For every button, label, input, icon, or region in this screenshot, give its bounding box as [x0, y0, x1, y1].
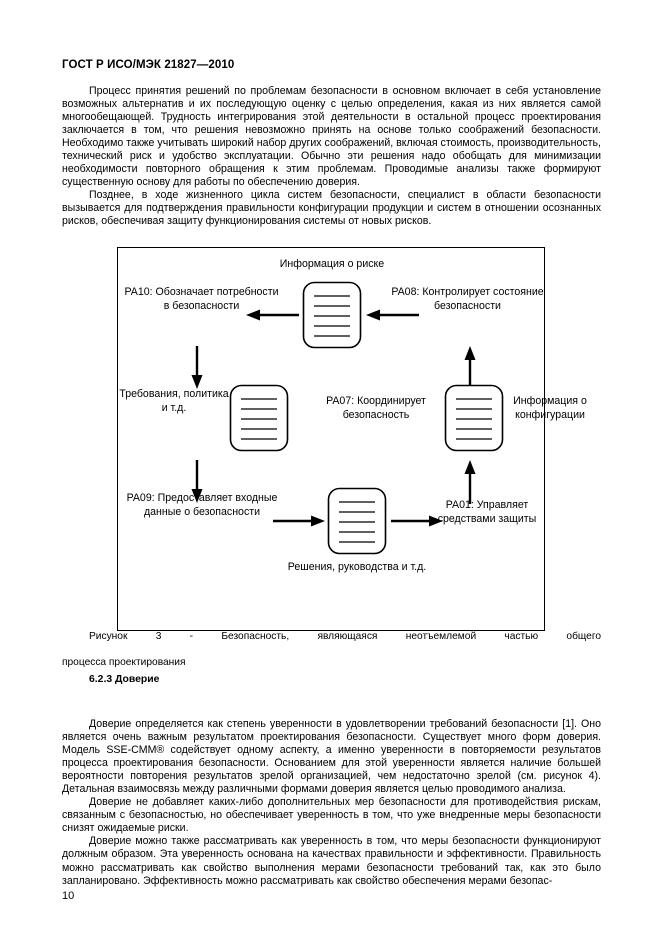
node-label-configuration-information: Информация о конфигурации	[513, 395, 587, 422]
document-icon	[327, 487, 387, 555]
node-label-pa08: PA08: Контролирует состояние безопасности	[391, 286, 544, 313]
paragraph: Доверие не добавляет каких-либо дополнительных мер безопасности для противодействия рискам, связанным с безопасностью, но обеспечивает уверенность в том, что уже внедренные меры безопасности снизят ожидаемые риски.	[62, 796, 601, 835]
intro-text-block	[62, 85, 601, 229]
node-label-pa09: PA09: Предоставляет входные данные о безопасности	[126, 492, 278, 519]
paragraph: Позднее, в ходе жизненного цикла систем безопасности, специалист в области безопасности вызывается для подтверждения правильности конфигурации продукции и систем в отношении осознанных рисков, обеспечивая защиту функционирования системы от новых рисков.	[62, 189, 601, 228]
page-number: 10	[62, 890, 75, 902]
figure-3-diagram	[117, 247, 587, 631]
paragraph: Доверие можно также рассматривать как уверенность в том, что меры безопасности функционируют должным образом. Эта уверенность основана на качествах правильности и эффективности. Правильность можно рассматривать как свойство выполнения мерами безопасности требований так, как это было запланировано. Эффективность можно рассматривать как свойство обеспечения мерами безопас-	[62, 835, 601, 887]
figure-caption-line-2: процесса проектирования	[62, 657, 186, 668]
node-label-pa10: PA10: Обозначает потребности в безопасности	[124, 286, 279, 313]
document-icon	[302, 281, 362, 349]
assurance-text-block	[62, 718, 601, 888]
node-label-risk-information: Информация о риске	[279, 258, 385, 270]
flow-arrow-left-top-right	[366, 308, 420, 322]
section-heading-6-2-3: 6.2.3 Доверие	[89, 674, 160, 685]
flow-arrow-right-bottom-left	[273, 514, 325, 528]
figure-caption-line-1: Рисунок 3 - Безопасность, являющаяся неотъемлемой частью общего	[89, 631, 601, 642]
node-label-pa07: PA07: Координирует безопасность	[326, 395, 426, 422]
document-icon	[229, 384, 289, 452]
running-header: ГОСТ Р ИСО/МЭК 21827—2010	[62, 59, 235, 71]
node-label-decisions: Решения, руководства и т.д.	[287, 561, 427, 573]
node-label-pa01: PA01: Управляет средствами защиты	[437, 499, 537, 526]
flow-arrow-left-top	[246, 308, 300, 322]
paragraph: Процесс принятия решений по проблемам безопасности в основном включает в себя установление возможных альтернатив и их последующую оценку с целью определения, какая из них является самой многообещающей. Трудность интегрирования этой деятельности в остальной процесс проектирования заключается в том, что решения невозможно принять на основе только соображений безопасности. Необходимо также учитывать широкий набор других соображений, включая стоимость, производительность, технический риск и удобство эксплуатации. Обычно эти решения надо обобщать для минимизации необходимости повторного обращения к этим проблемам. Проводимые анализы также формируют существенную основу для работы по обеспечению доверия.	[62, 85, 601, 189]
document-icon	[444, 384, 504, 452]
flow-arrow-down-left	[190, 346, 204, 390]
paragraph: Доверие определяется как степень уверенности в удовлетворении требований безопасности [1]. Оно является очень важным результатом проектирования безопасности. Существует много форм доверия. Модель SSE-CMM® содействует одному аспекту, а именно уверенности в повторяемости результатов процесса проектирования безопасности. Основанием для этой уверенности является наличие большей вероятности повторения результатов зрелой организацией, чем недостаточно зрелой (см. рисунок 4). Детальная взаимосвязь между различными формами доверия является целью проводимого анализа.	[62, 718, 601, 796]
node-label-requirements: Требования, политика и т.д.	[119, 388, 229, 415]
figure-caption	[62, 630, 601, 669]
